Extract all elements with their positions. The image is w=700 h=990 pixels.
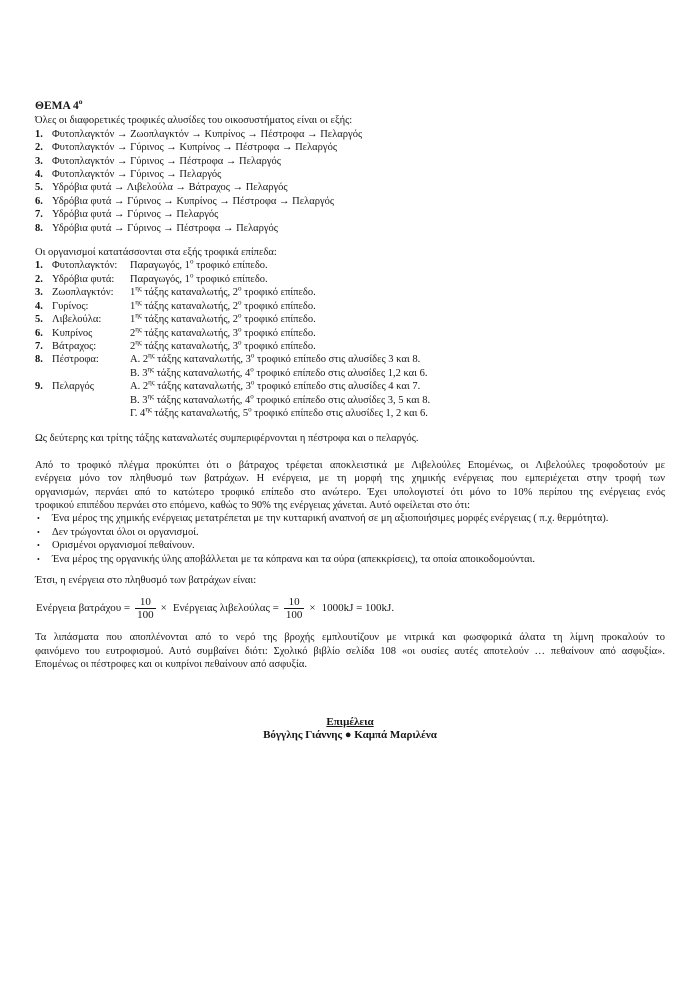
- energy-paragraph: [35, 459, 665, 513]
- level-description: Β. $3^{\eta\varsigma}$ τάξης καταναλωτής, $4^o$ τροφικό επίπεδο στις αλυσίδες 3, 5 και 8.: [130, 392, 431, 406]
- multiply-sign: ×: [309, 601, 316, 614]
- paragraph-line: ενέργεια μόνο τον πληθυσμό των βατράχων. Η ενέργεια, με τη μορφή της χημικής ενέργειας που εμπεριέχεται στην τροφή των: [35, 473, 665, 485]
- fraction-numerator: 10: [139, 595, 151, 608]
- level-description-multi: [130, 353, 665, 380]
- organism-name: Υδρόβια φυτά:: [52, 273, 115, 285]
- item-number: 7.: [35, 209, 43, 221]
- item-number: 1.: [35, 260, 43, 272]
- fraction-numerator: 10: [288, 595, 300, 608]
- level-description: $2^{\eta\varsigma}$ τάξης καταναλωτής, $3^o$ τροφικό επίπεδο.: [130, 338, 316, 352]
- formula-result: 1000kJ = 100kJ.: [321, 601, 395, 614]
- fraction-denominator: 100: [137, 608, 154, 621]
- formula-mid: Ενέργειας λιβελούλας =: [172, 601, 279, 614]
- list-item: [35, 141, 665, 154]
- level-description: Α. $2^{\eta\varsigma}$ τάξης καταναλωτής, $3^o$ τροφικό επίπεδο στις αλυσίδες 3 και 8.: [130, 351, 421, 366]
- list-item: [35, 181, 665, 194]
- energy-loss-bullet-list: [35, 512, 665, 566]
- level-item: [35, 313, 665, 326]
- level-item: [35, 327, 665, 340]
- level-description: Α. $2^{\eta\varsigma}$ τάξης καταναλωτής, $3^o$ τροφικό επίπεδο στις αλυσίδες 4 και 7.: [130, 378, 421, 393]
- bullet-text: Ένα μέρος της οργανικής ύλης αποβάλλεται με τα κόπρανα και τα ούρα (απεκκρίσεις), τα οποία αποικοδομούνται.: [52, 553, 536, 565]
- bullet-item: [35, 553, 665, 566]
- item-number: 4.: [35, 169, 43, 181]
- consumers-note: Ως δεύτερης και τρίτης τάξης καταναλωτές συμπεριφέρνονται η πέστροφα και ο πελαργός.: [35, 433, 419, 445]
- bullet-marker: •: [37, 514, 40, 524]
- list-item: [35, 128, 665, 141]
- organism-name: Φυτοπλαγκτόν:: [52, 260, 118, 272]
- footer: [35, 716, 665, 743]
- item-number: 3.: [35, 287, 43, 299]
- item-number: 6.: [35, 327, 43, 339]
- organism-name: Κυπρίνος: [52, 327, 93, 339]
- chain-text: Φυτοπλαγκτόν → Γύρινος → Κυπρίνος → Πέστροφα → Πελαργός: [52, 142, 337, 154]
- fraction: [284, 596, 305, 621]
- level-item: [35, 353, 665, 380]
- list-item: [35, 208, 665, 221]
- item-number: 5.: [35, 314, 43, 326]
- item-number: 2.: [35, 273, 43, 285]
- bullet-item: [35, 526, 665, 539]
- list-item: [35, 222, 665, 235]
- organism-name: Γυρίνος:: [52, 300, 89, 312]
- paragraph-line: Επομένως οι πέστροφες και οι κυπρίνοι πεθαίνουν από ασφυξία.: [35, 659, 307, 671]
- level-item: [35, 273, 665, 286]
- trophic-levels-intro: Οι οργανισμοί κατατάσσονται στα εξής τροφικά επίπεδα:: [35, 247, 277, 259]
- paragraph-line: τροφικού επιπέδου περνάει στο επόμενο, καθώς το 90% της ενέργειας χάνεται. Αυτό οφείλεται στο ότι:: [35, 499, 471, 511]
- fraction-denominator: 100: [285, 608, 303, 621]
- eutrophication-paragraph: [35, 631, 665, 671]
- level-description: $1^{\eta\varsigma}$ τάξης καταναλωτής, $2^o$ τροφικό επίπεδο.: [130, 298, 316, 312]
- energy-calculation-intro: Έτσι, η ενέργεια στο πληθυσμό των βατράχων είναι:: [35, 575, 257, 586]
- trophic-levels-section: [35, 246, 665, 420]
- item-number: 6.: [35, 195, 43, 207]
- level-description: Παραγωγός, $1^o$ τροφικό επίπεδο.: [130, 271, 268, 285]
- level-description: $2^{\eta\varsigma}$ τάξης καταναλωτής, $3^o$ τροφικό επίπεδο.: [130, 325, 316, 339]
- paragraph-line: φαινόμενο του ευτροφισμού. Αυτό συμβαίνει διότι: Σχολικό βιβλίο σελίδα 108 «οι ουσίες αυτές αποτελούν … πεθαίνουν από ασφυξία».: [35, 645, 665, 657]
- editors-names: Βόγγλης Γιάννης ● Καμπά Μαριλένα: [263, 729, 437, 742]
- level-item: [35, 380, 665, 420]
- item-number: 3.: [35, 155, 43, 167]
- item-number: 9.: [35, 381, 43, 393]
- item-number: 8.: [35, 222, 43, 234]
- chain-text: Υδρόβια φυτά → Γύρινος → Κυπρίνος → Πέστροφα → Πελαργός: [52, 195, 335, 207]
- organism-name: Λιβελούλα:: [52, 314, 102, 326]
- item-number: 7.: [35, 340, 43, 352]
- item-number: 2.: [35, 142, 43, 154]
- organism-name: Βάτραχος:: [52, 340, 97, 352]
- bullet-marker: •: [37, 541, 40, 551]
- bullet-text: Ορισμένοι οργανισμοί πεθαίνουν.: [52, 540, 195, 552]
- food-chains-intro: Όλες οι διαφορετικές τροφικές αλυσίδες του οικοσυστήματος είναι οι εξής:: [35, 115, 353, 127]
- chain-text: Φυτοπλαγκτόν → Ζωοπλαγκτόν → Κυπρίνος → Πέστροφα → Πελαργός: [52, 128, 363, 140]
- food-chains-section: [35, 114, 665, 235]
- level-item: [35, 340, 665, 353]
- formula-lhs: Ενέργεια βατράχου =: [36, 601, 131, 614]
- level-description-multi: [130, 380, 665, 420]
- chain-text: Υδρόβια φυτά → Γύρινος → Πέστροφα → Πελαργός: [52, 222, 278, 234]
- bullet-marker: •: [37, 554, 40, 564]
- list-item: [35, 168, 665, 181]
- level-item: [35, 286, 665, 299]
- item-number: 5.: [35, 182, 43, 194]
- chain-text: Υδρόβια φυτά → Γύρινος → Πελαργός: [52, 209, 219, 221]
- level-item: [35, 259, 665, 272]
- organism-name: Πέστροφα:: [52, 354, 99, 366]
- item-number: 1.: [35, 128, 43, 140]
- bullet-item: [35, 512, 665, 525]
- chain-text: Φυτοπλαγκτόν → Γύρινος → Πελαργός: [52, 169, 222, 181]
- item-number: 4.: [35, 300, 43, 312]
- level-item: [35, 300, 665, 313]
- bullet-item: [35, 539, 665, 552]
- list-item: [35, 155, 665, 168]
- level-description: Γ. $4^{\eta\varsigma}$ τάξης καταναλωτής, $5^o$ τροφικό επίπεδο στις αλυσίδες 1, 2 και 6.: [130, 405, 428, 419]
- chain-text: Φυτοπλαγκτόν → Γύρινος → Πέστροφα → Πελαργός: [52, 155, 281, 167]
- multiply-sign: ×: [160, 601, 167, 614]
- item-number: 8.: [35, 354, 43, 366]
- page-title: ΘΕΜΑ $4^o$: [35, 97, 83, 112]
- level-description: $1^{\eta\varsigma}$ τάξης καταναλωτής, $2^o$ τροφικό επίπεδο.: [130, 284, 316, 299]
- paragraph-line: οργανισμών, περνάει από το κατώτερο τροφικό επίπεδο στο ανώτερο. Έχει υπολογιστεί ότι μόνο το 10% περίπου της ενέργειας ενός: [35, 486, 665, 498]
- bullet-marker: •: [37, 527, 40, 537]
- organism-name: Ζωοπλαγκτόν:: [52, 287, 114, 299]
- fraction: [135, 596, 156, 621]
- level-description: Β. $3^{\eta\varsigma}$ τάξης καταναλωτής, $4^o$ τροφικό επίπεδο στις αλυσίδες 1,2 και 6.: [130, 365, 428, 379]
- bullet-text: Δεν τρώγονται όλοι οι οργανισμοί.: [52, 526, 199, 538]
- list-item: [35, 195, 665, 208]
- chain-text: Υδρόβια φυτά → Λιβελούλα → Βάτραχος → Πελαργός: [52, 182, 288, 194]
- energy-formula: [35, 592, 665, 624]
- paragraph-line: Τα λιπάσματα που αποπλένονται από το νερό της βροχής εμπλουτίζουν με νιτρικά και φωσφορικά άλατα τη λίμνη προκαλούν το: [35, 632, 665, 644]
- bullet-text: Ένα μέρος της χημικής ενέργειας μετατρέπεται με την κυτταρική αναπνοή σε μη αξιοποιήσιμες μορφές ενέργειας ( π.χ. θερμότητα).: [52, 513, 609, 525]
- editors-heading: Επιμέλεια: [326, 715, 374, 728]
- paragraph-line: Από το τροφικό πλέγμα προκύπτει ότι ο βάτραχος τρέφεται αποκλειστικά με Λιβελούλες Επομένως, οι Λιβελούλες τροφοδοτούν με: [35, 459, 665, 471]
- level-description: $1^{\eta\varsigma}$ τάξης καταναλωτής, $2^o$ τροφικό επίπεδο.: [130, 311, 316, 326]
- level-description: Παραγωγός, $1^o$ τροφικό επίπεδο.: [130, 257, 268, 272]
- organism-name: Πελαργός: [52, 381, 94, 393]
